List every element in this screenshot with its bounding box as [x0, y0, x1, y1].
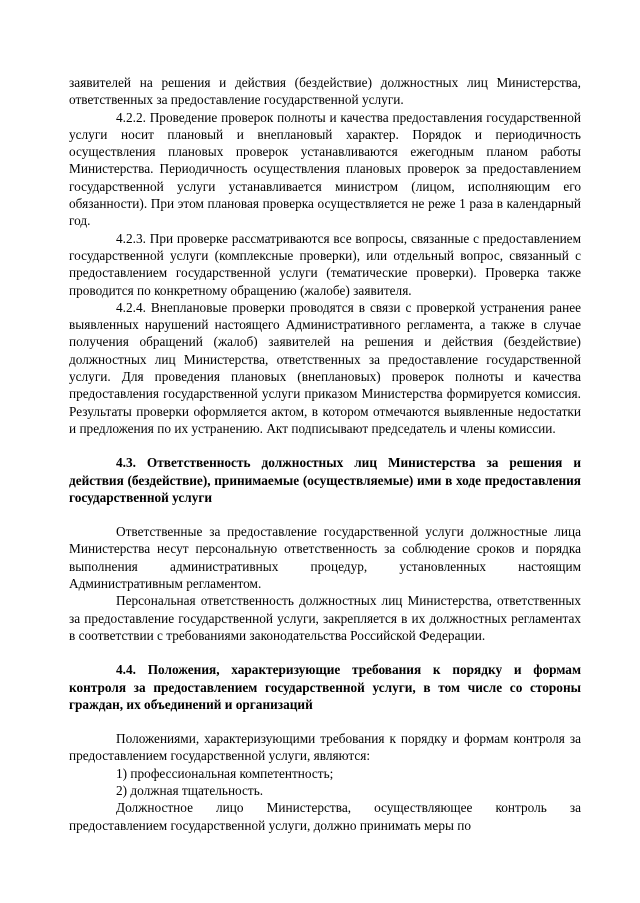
- paragraph-4-2-3: 4.2.3. При проверке рассматриваются все вопросы, связанные с предоставлением государственной услуги (комплексные проверки), или отдельный вопрос, связанный с предоставлением государственной услуги (тематические проверки). Проверка также проводится по конкретному обращению (жалобе) заявителя.: [69, 230, 581, 298]
- paragraph-4-2-2: 4.2.2. Проведение проверок полноты и качества предоставления государственной услуги носит плановый и внеплановый характер. Порядок и периодичность осуществления плановых проверок устанавливаются ежегодным планом работы Министерства. Периодичность осуществления плановых проверок за предоставлением государственной услуги устанавливается министром (лицом, исполняющим его обязанности). При этом плановая проверка осуществляется не реже 1 раза в календарный год.: [69, 109, 581, 229]
- paragraph-intro: заявителей на решения и действия (бездействие) должностных лиц Министерства, ответственных за предоставление государственной услуги.: [69, 75, 581, 108]
- paragraph-4-4-1: Положениями, характеризующими требования к порядку и формам контроля за предоставлением государственной услуги, являются:: [69, 731, 581, 764]
- paragraph-4-3-2: Персональная ответственность должностных лиц Министерства, ответственных за предоставление государственной услуги, закрепляется в их должностных регламентах в соответствии с требованиями законодательства Российской Федерации.: [69, 593, 581, 643]
- spacer: [69, 506, 581, 523]
- section-heading-4-4: 4.4. Положения, характеризующие требования к порядку и формам контроля за предоставлением государственной услуги, в том числе со стороны граждан, их объединений и организаций: [69, 662, 581, 712]
- paragraph-4-4-2: Должностное лицо Министерства, осуществляющее контроль за предоставлением государственной услуги, должно принимать меры по: [69, 800, 581, 833]
- document-body: [69, 74, 581, 834]
- list-item-2: 2) должная тщательность.: [116, 782, 264, 798]
- paragraph-4-3-1: Ответственные за предоставление государственной услуги должностные лица Министерства несут персональную ответственность за соблюдение сроков и порядка выполнения административных процедур, установленных настоящим Административным регламентом.: [69, 524, 581, 592]
- paragraph-4-2-4: 4.2.4. Внеплановые проверки проводятся в связи с проверкой устранения ранее выявленных нарушений настоящего Административного регламента, а также в случае получения обращений (жалоб) заявителей на решения и действия (бездействие) должностных лиц Министерства, ответственных за предоставление государственной услуги. Для проведения плановых (внеплановых) проверок полноты и качества предоставления государственной услуги приказом Министерства формируется комиссия. Результаты проверки оформляется актом, в котором отмечаются выявленные недостатки и предложения по их устранению. Акт подписывают председатель и члены комиссии.: [69, 299, 581, 436]
- spacer: [69, 713, 581, 730]
- list-item-1: 1) профессиональная компетентность;: [116, 765, 334, 781]
- section-heading-4-3: 4.3. Ответственность должностных лиц Министерства за решения и действия (бездействие), принимаемые (осуществляемые) ими в ходе предоставления государственной услуги: [69, 455, 581, 505]
- spacer: [69, 644, 581, 661]
- spacer: [69, 437, 581, 454]
